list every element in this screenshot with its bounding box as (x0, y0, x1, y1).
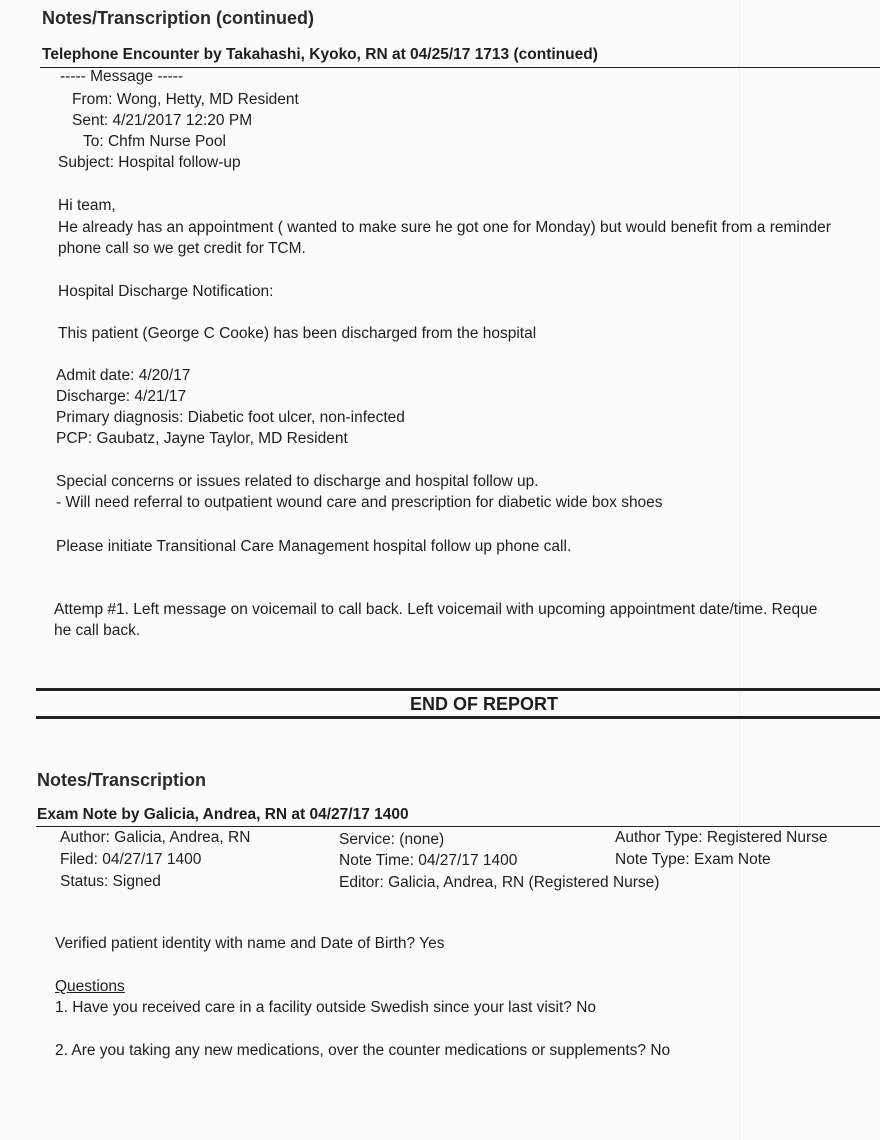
meta-note-type: Note Type: Exam Note (615, 851, 771, 868)
section-heading-continued: Notes/Transcription (continued) (42, 8, 315, 28)
referral-note: - Will need referral to outpatient wound care and prescription for diabetic wide box shoes (56, 494, 663, 511)
special-concerns: Special concerns or issues related to discharge and hospital follow up. (56, 473, 539, 490)
body-line-2: phone call so we get credit for TCM. (58, 240, 306, 257)
message-subject: Subject: Hospital follow-up (58, 154, 241, 171)
greeting: Hi team, (58, 197, 116, 214)
admit-date: Admit date: 4/20/17 (56, 367, 191, 384)
message-header: ----- Message ----- (60, 68, 184, 85)
end-report-top-rule (36, 688, 880, 691)
question-2: 2. Are you taking any new medications, over the counter medications or supplements? No (55, 1042, 671, 1059)
meta-filed: Filed: 04/27/17 1400 (60, 851, 202, 868)
meta-status: Status: Signed (60, 873, 161, 890)
end-of-report: END OF REPORT (409, 694, 558, 714)
discharged-statement: This patient (George C Cooke) has been discharged from the hospital (58, 325, 537, 342)
meta-author: Author: Galicia, Andrea, RN (60, 829, 251, 846)
meta-service: Service: (none) (339, 831, 445, 848)
discharge-date: Discharge: 4/21/17 (56, 388, 187, 405)
message-from: From: Wong, Hetty, MD Resident (72, 91, 299, 108)
primary-diagnosis: Primary diagnosis: Diabetic foot ulcer, non-infected (56, 409, 405, 426)
scan-shadow (739, 0, 740, 1140)
questions-label: Questions (55, 978, 125, 995)
attempt-line-1: Attemp #1. Left message on voicemail to call back. Left voicemail with upcoming appointment date/time. Reque (54, 601, 818, 618)
pcp: PCP: Gaubatz, Jayne Taylor, MD Resident (56, 430, 348, 447)
initiate-tcm: Please initiate Transitional Care Management hospital follow up phone call. (56, 538, 572, 555)
body-line-1: He already has an appointment ( wanted to make sure he got one for Monday) but would benefit from a reminder (58, 219, 831, 236)
exam-title-rule (36, 826, 880, 827)
section-heading: Notes/Transcription (37, 770, 207, 790)
discharge-notification-label: Hospital Discharge Notification: (58, 283, 274, 300)
message-sent: Sent: 4/21/2017 12:20 PM (72, 112, 253, 129)
verified-identity: Verified patient identity with name and Date of Birth? Yes (55, 935, 445, 952)
meta-author-type: Author Type: Registered Nurse (615, 829, 828, 846)
exam-note-title: Exam Note by Galicia, Andrea, RN at 04/27/17 1400 (37, 806, 409, 823)
message-to: To: Chfm Nurse Pool (83, 133, 226, 150)
end-report-bottom-rule (36, 716, 880, 719)
question-1: 1. Have you received care in a facility outside Swedish since your last visit? No (55, 999, 597, 1016)
meta-editor: Editor: Galicia, Andrea, RN (Registered Nurse) (339, 874, 660, 891)
meta-note-time: Note Time: 04/27/17 1400 (339, 852, 518, 869)
telephone-encounter-title: Telephone Encounter by Takahashi, Kyoko, RN at 04/25/17 1713 (continued) (42, 46, 598, 63)
attempt-line-2: he call back. (54, 622, 141, 639)
